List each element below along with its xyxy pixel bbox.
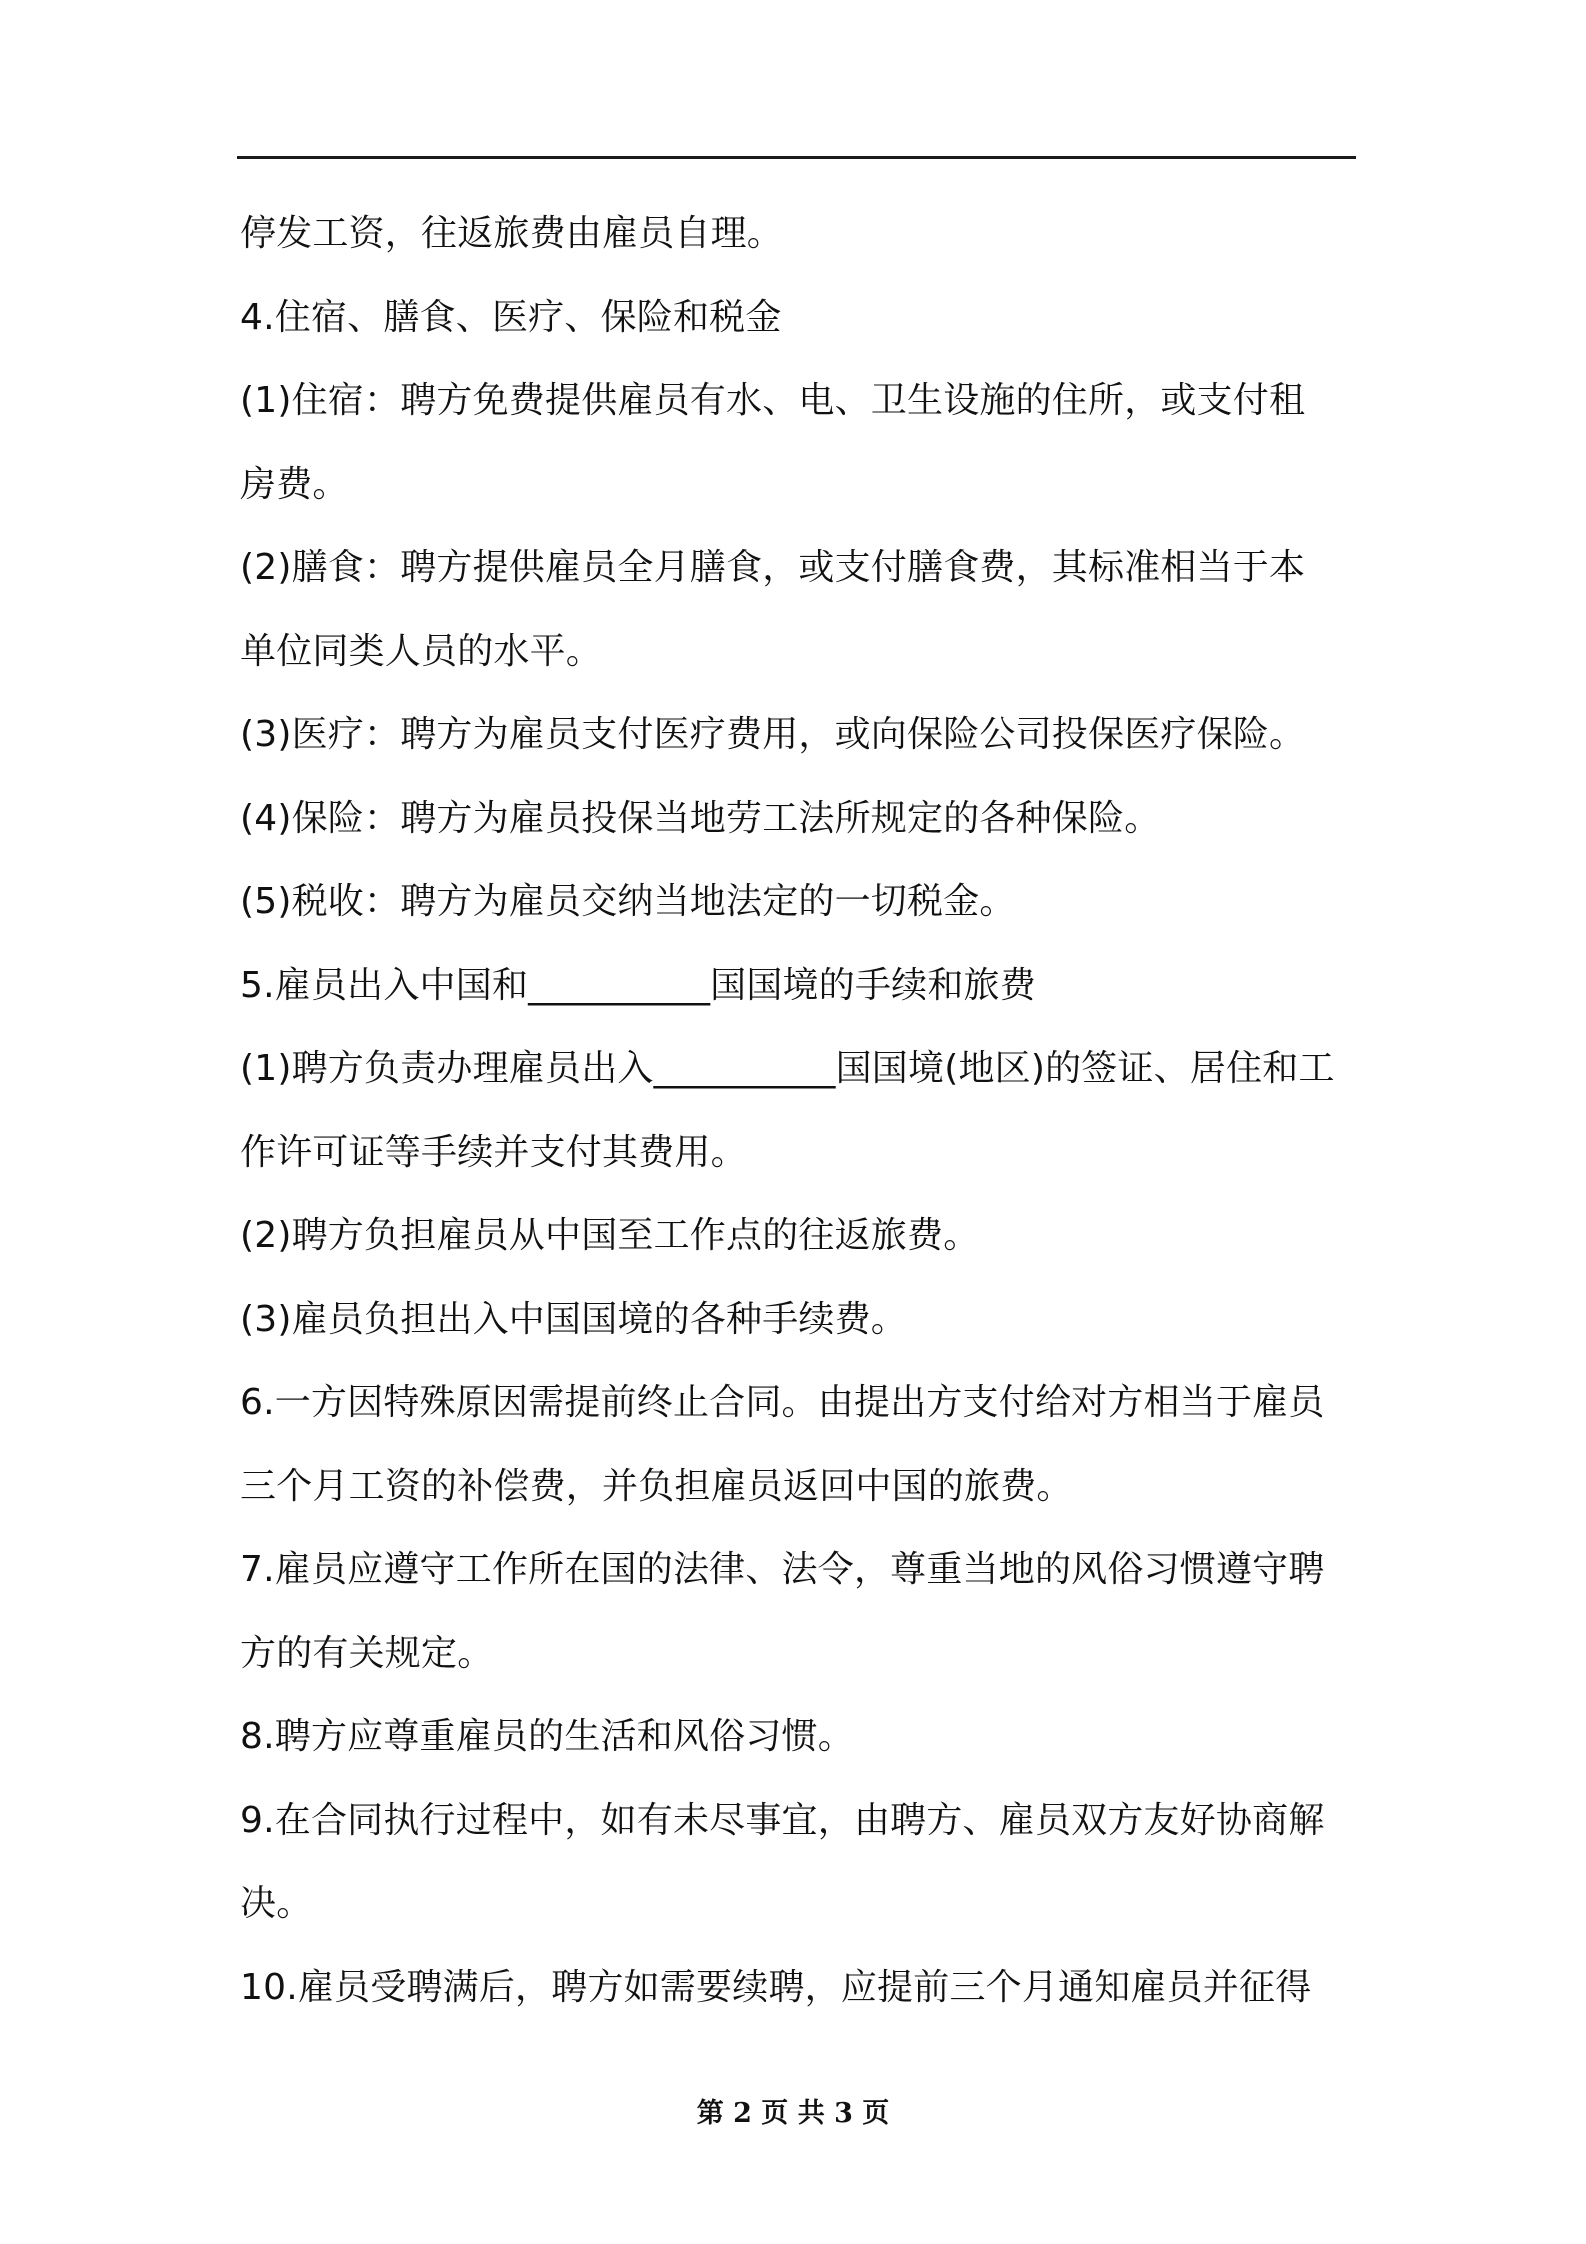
text-line: (2)膳食：聘方提供雇员全月膳食，或支付膳食费，其标准相当于本 xyxy=(240,547,1306,588)
text-line: 9.在合同执行过程中，如有未尽事宜，由聘方、雇员双方友好协商解 xyxy=(240,1799,1325,1841)
text-line: 8.聘方应尊重雇员的生活和风俗习惯。 xyxy=(240,1716,854,1757)
text-line: (3)医疗：聘方为雇员支付医疗费用，或向保险公司投保医疗保险。 xyxy=(240,714,1306,755)
text-line: 三个月工资的补偿费，并负担雇员返回中国的旅费。 xyxy=(240,1465,1073,1507)
text-line: 5.雇员出入中国和__________国国境的手续和旅费 xyxy=(240,964,1036,1006)
text-line: 决。 xyxy=(240,1883,313,1924)
text-line: 房费。 xyxy=(240,463,349,505)
text-line: (5)税收：聘方为雇员交纳当地法定的一切税金。 xyxy=(240,881,1016,922)
text-line: 单位同类人员的水平。 xyxy=(240,630,603,672)
text-line: 方的有关规定。 xyxy=(240,1632,494,1674)
text-line: (3)雇员负担出入中国国境的各种手续费。 xyxy=(240,1298,907,1340)
text-line: 7.雇员应遵守工作所在国的法律、法令，尊重当地的风俗习惯遵守聘 xyxy=(240,1549,1325,1590)
document-body xyxy=(240,192,1356,2029)
text-line: 6.一方因特殊原因需提前终止合同。由提出方支付给对方相当于雇员 xyxy=(240,1382,1325,1423)
text-line: 10.雇员受聘满后，聘方如需要续聘，应提前三个月通知雇员并征得 xyxy=(240,1966,1312,2008)
text-line: (4)保险：聘方为雇员投保当地劳工法所规定的各种保险。 xyxy=(240,797,1161,839)
text-line: 停发工资，往返旅费由雇员自理。 xyxy=(240,213,784,254)
header-rule xyxy=(237,156,1356,159)
text-line: (1)住宿：聘方免费提供雇员有水、电、卫生设施的住所，或支付租 xyxy=(240,380,1306,421)
text-line: (2)聘方负担雇员从中国至工作点的往返旅费。 xyxy=(240,1215,980,1256)
text-line: 作许可证等手续并支付其费用。 xyxy=(240,1131,747,1173)
page-number-footer: 第 2 页 共 3 页 xyxy=(696,2098,890,2129)
text-line: (1)聘方负责办理雇员出入__________国国境(地区)的签证、居住和工 xyxy=(240,1048,1335,1089)
text-line: 4.住宿、膳食、医疗、保险和税金 xyxy=(240,296,782,338)
